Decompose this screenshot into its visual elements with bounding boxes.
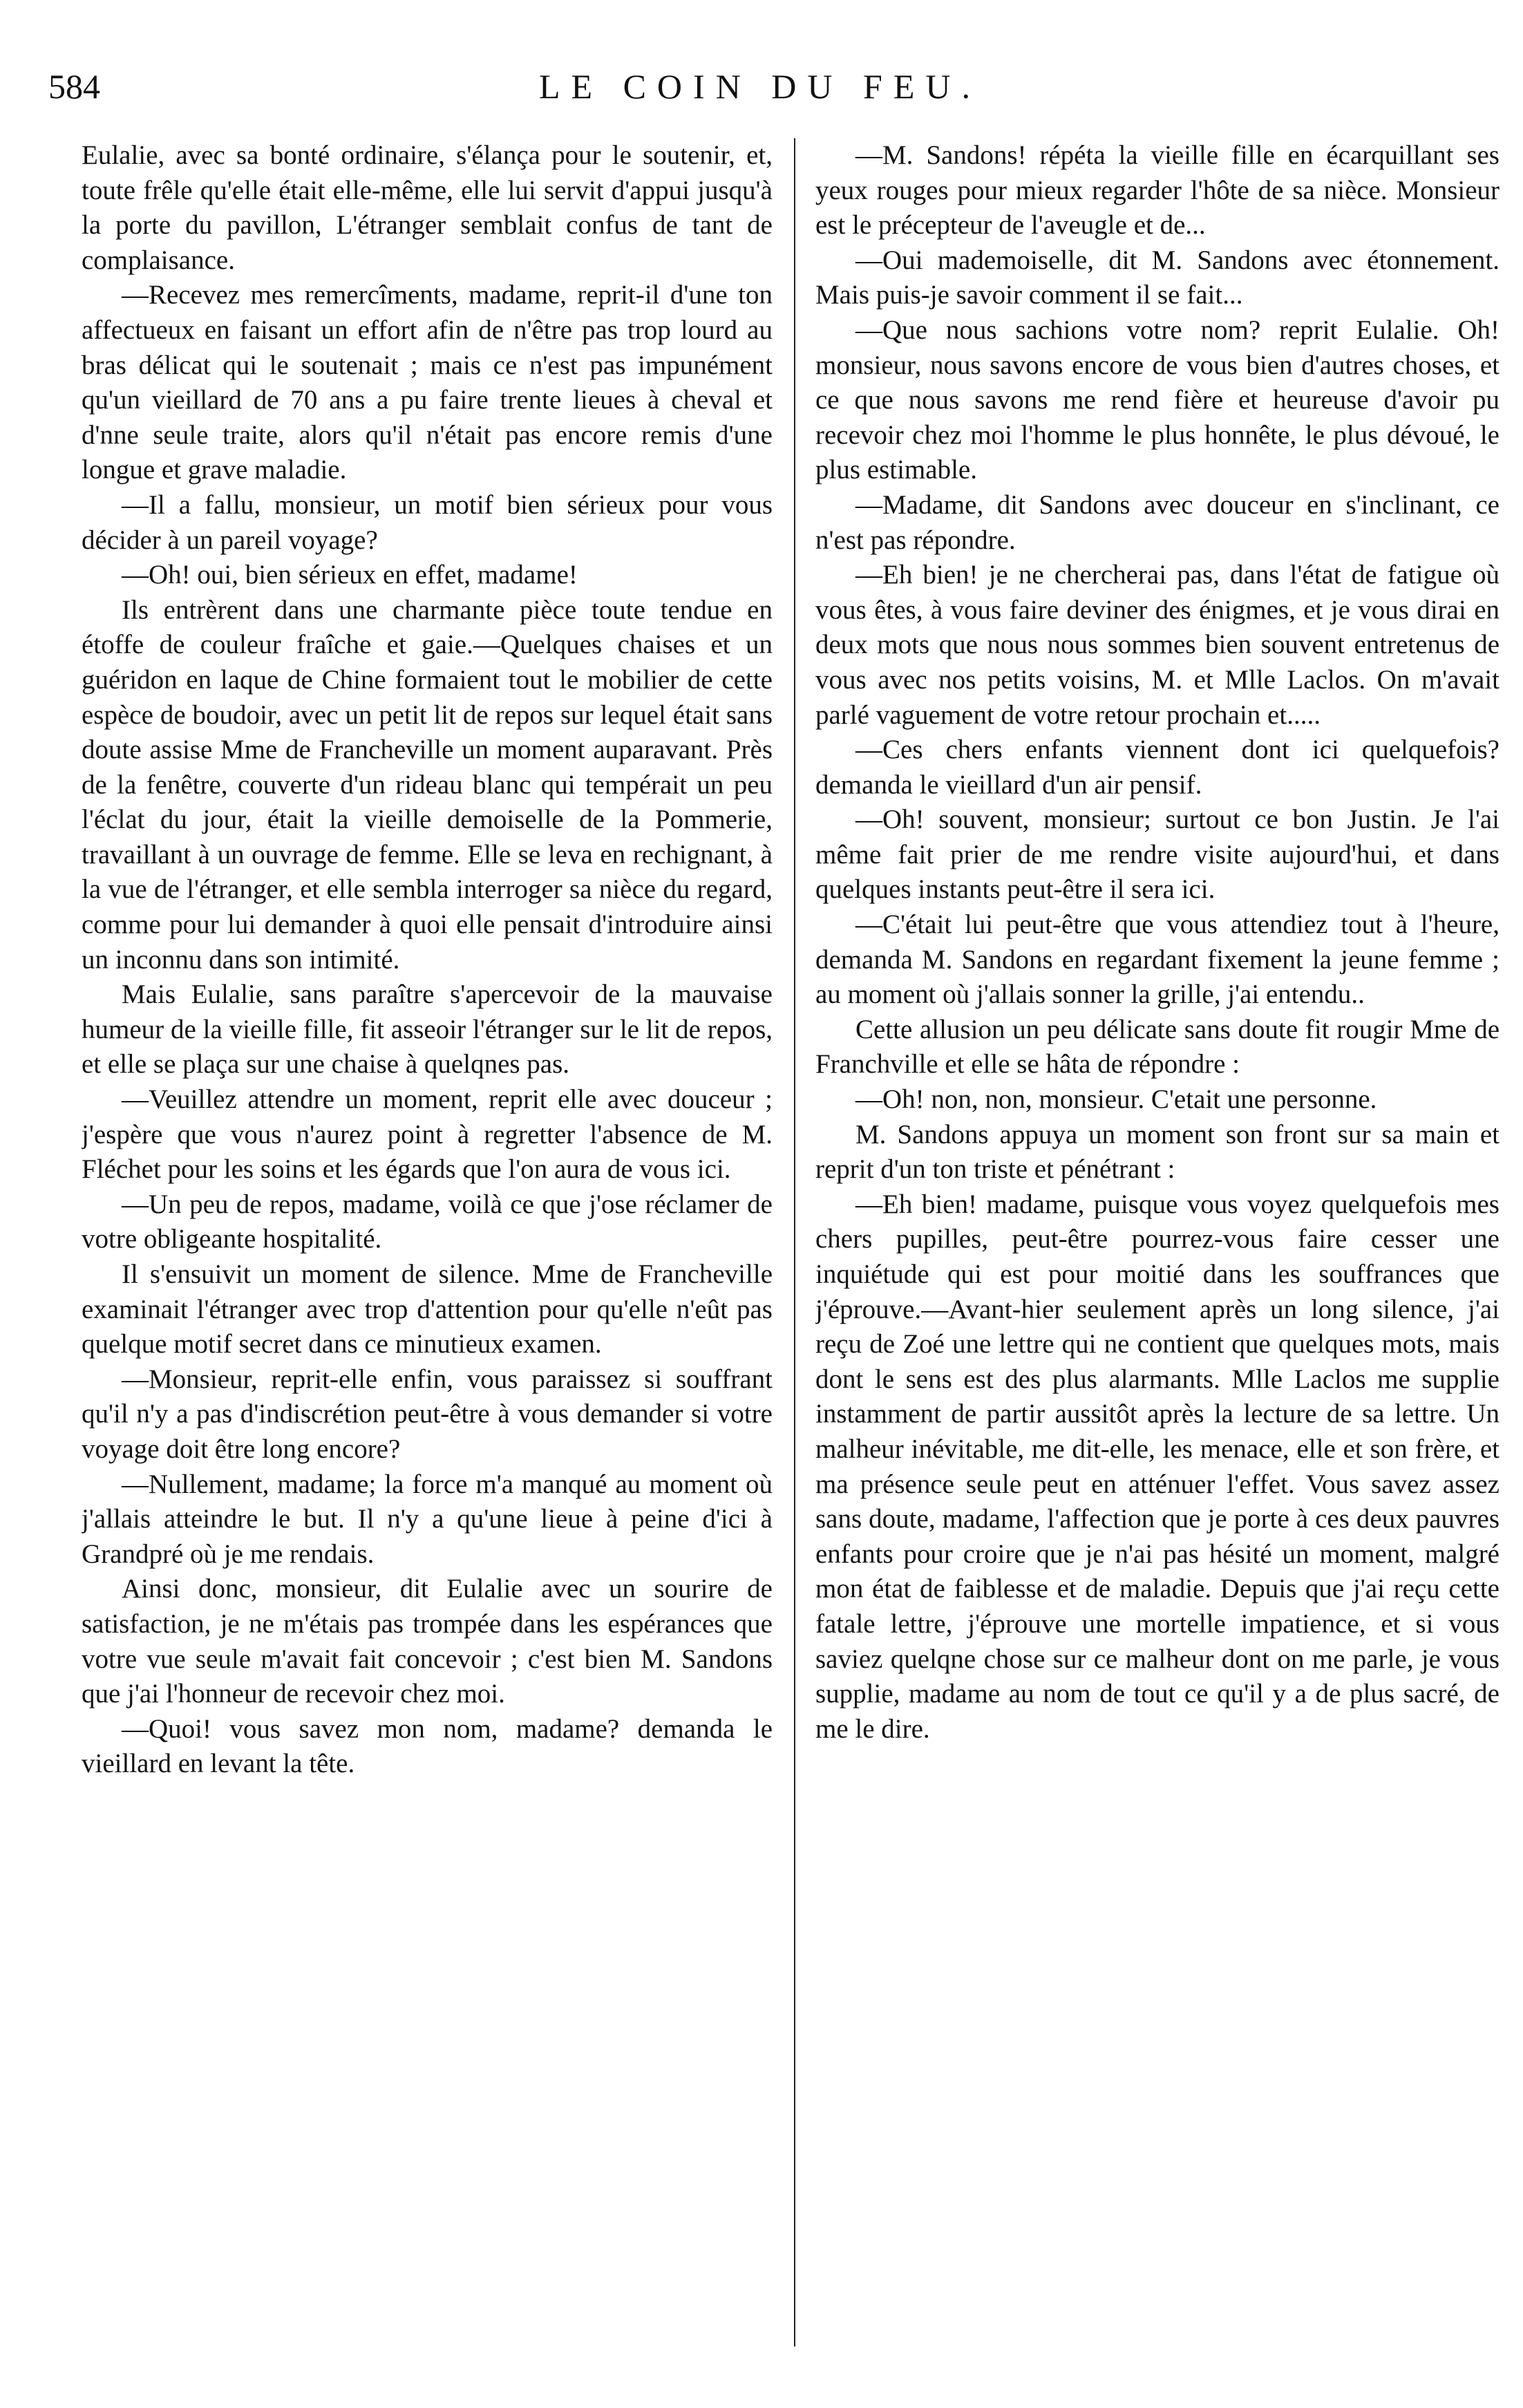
paragraph: —Monsieur, reprit-elle enfin, vous paraissez si souffrant qu'il n'y a pas d'indiscrétion peut-être à vous demander si votre voyage doit être long encore?: [82, 1364, 773, 1464]
right-column: [815, 138, 1500, 2318]
paragraph: —Il a fallu, monsieur, un motif bien sérieux pour vous décider à un pareil voyage?: [82, 489, 773, 555]
paragraph: —Ces chers enfants viennent dont ici quelquefois? demanda le vieillard d'un air pensif.: [815, 735, 1500, 800]
paragraph: Ainsi donc, monsieur, dit Eulalie avec un sourire de satisfaction, je ne m'étais pas trompée dans les espérances que votre vue seule m'avait fait concevoir ; c'est bien M. Sandons que j'ai l'honneur de recevoir chez moi.: [82, 1574, 773, 1709]
paragraph: —Eh bien! je ne chercherai pas, dans l'état de fatigue où vous êtes, à vous faire deviner des énigmes, et je vous dirai en deux mots que nous nous sommes bien souvent entretenus de vous avec nos petits voisins, M. et Mlle Laclos. On m'avait parlé vaguement de votre retour prochain et.....: [815, 560, 1500, 730]
paragraph: —Que nous sachions votre nom? reprit Eulalie. Oh! monsieur, nous savons encore de vous bien d'autres choses, et ce que nous savons me rend fière et heureuse d'avoir pu recevoir chez moi l'homme le plus honnête, le plus dévoué, le plus estimable.: [815, 314, 1500, 485]
paragraph: —Eh bien! madame, puisque vous voyez quelquefois mes chers pupilles, peut-être pourrez-vous faire cesser une inquiétude qui est pour moitié dans les souffrances que j'éprouve.—Avant-hier seulement après un long silence, j'ai reçu de Zoé une lettre qui ne contient que quelques mots, mais dont le sens est des plus alarmants. Mlle Laclos me supplie instamment de partir aussitôt après la lecture de sa lettre. Un malheur inévitable, me dit-elle, les menace, elle et son frère, et ma présence seule peut en atténuer l'effet. Vous savez assez sans doute, madame, l'affection que je porte à ces deux pauvres enfants pour croire que je n'ai pas hésité un moment, malgré mon état de faiblesse et de maladie. Depuis que j'ai reçu cette fatale lettre, j'éprouve une mortelle impatience, et si vous saviez quelqne chose sur ce malheur dont on me parle, je vous supplie, madame au nom de tout ce qu'il y a de plus sacré, de me le dire.: [815, 1189, 1500, 1744]
page-number: 584: [48, 67, 100, 106]
paragraph: —Veuillez attendre un moment, reprit elle avec douceur ; j'espère que vous n'aurez point à regretter l'absence de M. Fléchet pour les soins et les égards que l'on aura de vous ici.: [82, 1084, 773, 1185]
running-title: LE COIN DU FEU.: [539, 67, 981, 106]
paragraph: Eulalie, avec sa bonté ordinaire, s'élança pour le soutenir, et, toute frêle qu'elle était elle-même, elle lui servit d'appui jusqu'à la porte du pavillon, L'étranger semblait confus de tant de complaisance.: [82, 140, 773, 275]
paragraph: —Oh! souvent, monsieur; surtout ce bon Justin. Je l'ai même fait prier de me rendre visite aujourd'hui, et dans quelques instants peut-être il sera ici.: [815, 805, 1500, 905]
paragraph: —Oh! oui, bien sérieux en effet, madame!: [122, 560, 578, 590]
paragraph: —Un peu de repos, madame, voilà ce que j'ose réclamer de votre obligeante hospitalité.: [82, 1189, 773, 1254]
paragraph: —Quoi! vous savez mon nom, madame? demanda le vieillard en levant la tête.: [82, 1713, 773, 1779]
paragraph: M. Sandons appuya un moment son front sur sa main et reprit d'un ton triste et pénétrant :: [815, 1119, 1500, 1185]
paragraph: —Oh! non, non, monsieur. C'etait une personne.: [855, 1084, 1377, 1115]
paragraph: Mais Eulalie, sans paraître s'apercevoir de la mauvaise humeur de la vieille fille, fit asseoir l'étranger sur le lit de repos, et elle se plaça sur une chaise à quelqnes pas.: [82, 979, 773, 1080]
paragraph: —Madame, dit Sandons avec douceur en s'inclinant, ce n'est pas répondre.: [815, 489, 1500, 555]
paragraph: —C'était lui peut-être que vous attendiez tout à l'heure, demanda M. Sandons en regardant fixement la jeune femme ; au moment où j'allais sonner la grille, j'ai entendu..: [815, 910, 1500, 1010]
paragraph: Il s'ensuivit un moment de silence. Mme de Francheville examinait l'étranger avec trop d'attention pour qu'elle n'eût pas quelque motif secret dans ce minutieux examen.: [82, 1259, 773, 1360]
paragraph: Ils entrèrent dans une charmante pièce toute tendue en étoffe de couleur fraîche et gaie.—Quelques chaises et un guéridon en laque de Chine formaient tout le mobilier de cette espèce de boudoir, avec un petit lit de repos sur lequel était sans doute assise Mme de Francheville un moment auparavant. Près de la fenêtre, couverte d'un rideau blanc qui tempérait un peu l'éclat du jour, était la vieille demoiselle de la Pommerie, travaillant à un ouvrage de femme. Elle se leva en rechignant, à la vue de l'étranger, et elle sembla interroger sa nièce du regard, comme pour lui demander à quoi elle pensait d'introduire ainsi un inconnu dans son intimité.: [82, 594, 773, 975]
paragraph: —M. Sandons! répéta la vieille fille en écarquillant ses yeux rouges pour mieux regarder l'hôte de sa nièce. Monsieur est le précepteur de l'aveugle et de...: [815, 140, 1500, 241]
paragraph: —Nullement, madame; la force m'a manqué au moment où j'allais atteindre le but. Il n'y a qu'une lieue à peine d'ici à Grandpré où je me rendais.: [82, 1469, 773, 1569]
paragraph: —Oui mademoiselle, dit M. Sandons avec étonnement. Mais puis-je savoir comment il se fait...: [815, 245, 1500, 310]
paragraph: Cette allusion un peu délicate sans doute fit rougir Mme de Franchville et elle se hâta de répondre :: [815, 1014, 1500, 1080]
paragraph: —Recevez mes remercîments, madame, reprit-il d'une ton affectueux en faisant un effort afin de n'être pas trop lourd au bras délicat qui le soutenait ; mais ce n'est pas impunément qu'un vieillard de 70 ans a pu faire trente lieues à cheval et d'nne seule traite, alors qu'il n'était pas encore remis d'une longue et grave maladie.: [82, 280, 773, 485]
column-divider: [794, 138, 795, 2346]
left-column: [82, 138, 773, 2318]
